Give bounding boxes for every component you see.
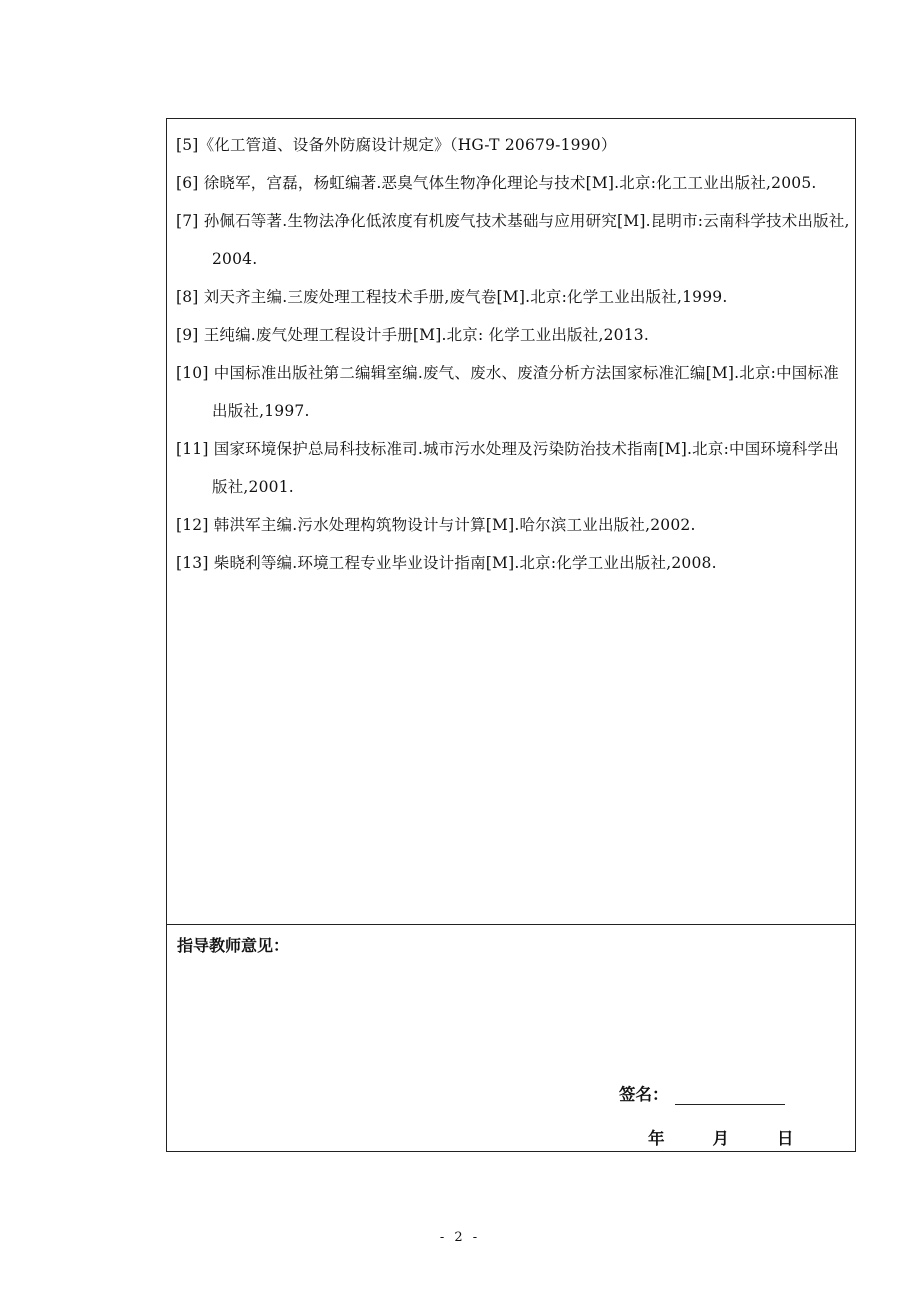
signature-row: [619, 1081, 785, 1105]
reference-number: [6]: [176, 174, 199, 192]
references-list: [176, 126, 851, 582]
page-number: - 2 -: [439, 1230, 481, 1245]
reference-number: [13]: [176, 554, 209, 572]
reference-number: [7]: [176, 212, 199, 230]
reference-number: [9]: [176, 326, 199, 344]
reference-item: [176, 202, 851, 278]
reference-text: 王纯编.废气处理工程设计手册[M].北京: 化学工业出版社,2013.: [198, 326, 649, 344]
reference-number: [8]: [176, 288, 199, 306]
reference-item: [176, 506, 851, 544]
reference-item: [176, 164, 851, 202]
reference-item: [176, 544, 851, 582]
month-label: 月: [712, 1129, 729, 1148]
reference-item: [176, 430, 851, 506]
reference-text: 徐晓军，宫磊，杨虹编著.恶臭气体生物净化理论与技术[M].北京:化工工业出版社,2005.: [198, 174, 817, 192]
date-row: [648, 1125, 794, 1149]
signature-line: [675, 1084, 785, 1105]
reference-number: [11]: [176, 440, 209, 458]
references-cell: [167, 119, 855, 925]
reference-text: 《化工管道、设备外防腐设计规定》（HG-T 20679-1990）: [198, 136, 617, 154]
reference-number: [12]: [176, 516, 209, 534]
reference-number: [5]: [176, 136, 199, 154]
advisor-opinion-cell: [167, 925, 855, 1151]
year-label: 年: [648, 1129, 665, 1148]
reference-text: 刘天齐主编.三废处理工程技术手册,废气卷[M].北京:化学工业出版社,1999.: [198, 288, 728, 306]
signature-label: 签名：: [619, 1085, 669, 1104]
reference-item: [176, 278, 851, 316]
reference-text: 柴晓利等编.环境工程专业毕业设计指南[M].北京:化学工业出版社,2008.: [208, 554, 717, 572]
reference-text: 韩洪军主编.污水处理构筑物设计与计算[M].哈尔滨工业出版社,2002.: [208, 516, 696, 534]
reference-item: [176, 354, 851, 430]
reference-text: 国家环境保护总局科技标准司.城市污水处理及污染防治技术指南[M].北京:中国环境科学出版社,2001.: [208, 440, 839, 496]
day-label: 日: [777, 1129, 794, 1148]
form-table: [166, 118, 856, 1152]
reference-item: [176, 316, 851, 354]
reference-number: [10]: [176, 364, 209, 382]
reference-text: 中国标准出版社第二编辑室编.废气、废水、废渣分析方法国家标准汇编[M].北京:中国标准出版社,1997.: [208, 364, 839, 420]
advisor-opinion-label: 指导教师意见：: [177, 936, 290, 955]
reference-item: [176, 126, 851, 164]
reference-text: 孙佩石等著.生物法净化低浓度有机废气技术基础与应用研究[M].昆明市:云南科学技术出版社,2004.: [198, 212, 850, 268]
